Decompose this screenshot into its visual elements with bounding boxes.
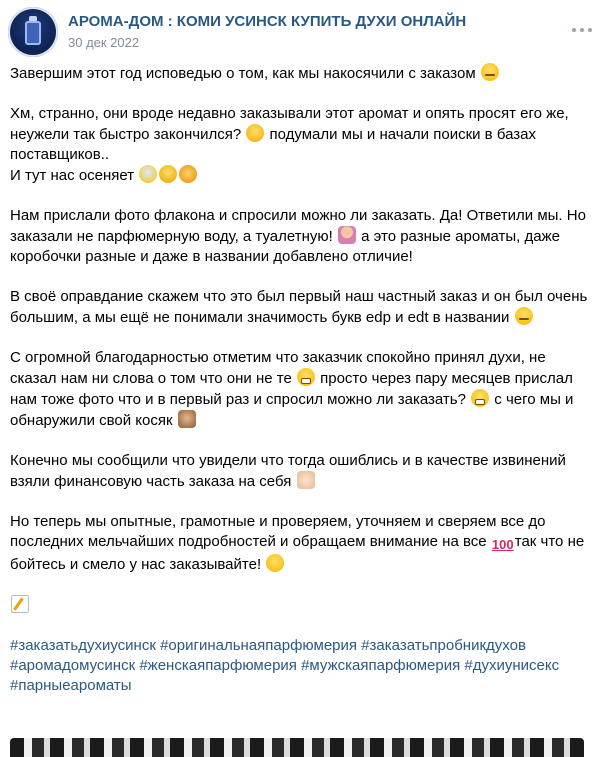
- post-paragraph: [10, 348, 594, 431]
- post-date[interactable]: 30 дек 2022: [68, 35, 140, 50]
- hashtag-link[interactable]: #женскаяпарфюмерия: [139, 657, 297, 674]
- post-paragraph: [10, 63, 594, 84]
- hashtag-link[interactable]: #оригинальнаяпарфюмерия: [160, 637, 358, 654]
- sweat-smile-emoji: [481, 63, 499, 81]
- paragraph-text: подумали мы и начали поиски в базах поставщиков..: [10, 126, 536, 163]
- paragraph-text: С огромной благодарностью отметим что заказчик спокойно принял духи, не сказал нам ни слова о том что они не те: [10, 349, 546, 387]
- dizzy-face-emoji: [159, 165, 177, 183]
- author-name[interactable]: АРОМА-ДОМ : КОМИ УСИНСК КУПИТЬ ДУХИ ОНЛАЙН: [68, 13, 467, 30]
- post-header: [0, 0, 604, 62]
- post-paragraph: [10, 104, 594, 186]
- paragraph-text: И тут нас осеняет: [10, 167, 139, 184]
- see-no-evil-monkey-emoji: [178, 410, 196, 428]
- post-paragraphs: [10, 63, 594, 616]
- post-paragraph: [10, 595, 594, 616]
- raising-hands-emoji: [297, 471, 315, 489]
- hashtag-link[interactable]: #мужскаяпарфюмерия: [301, 657, 461, 674]
- paragraph-text: В своё оправдание скажем что это был первый наш частный заказ и он был очень большим, а мы ещё не понимали значимость букв edp и edt в названии: [10, 288, 588, 326]
- post-text: [10, 63, 594, 716]
- thinking-emoji: [246, 124, 264, 142]
- grimace-emoji: [471, 389, 489, 407]
- hashtag-link[interactable]: #заказатьпробникдухов: [361, 637, 526, 654]
- paragraph-text: просто через пару месяцев прислал нам тоже фото что и в первый раз и спросил можно ли заказать?: [10, 370, 573, 408]
- post-paragraph: [10, 512, 594, 575]
- memo-emoji: [11, 595, 29, 613]
- exploding-head-emoji: [179, 165, 197, 183]
- hashtag-link[interactable]: #аромадомусинск: [10, 657, 136, 674]
- paragraph-text: Завершим этот год исповедью о том, как мы накосячили с заказом: [10, 65, 480, 82]
- paragraph-text: Нам прислали фото флакона и спросили можно ли заказать. Да! Ответили мы. Но заказали не парфюмерную воду, а туалетную!: [10, 207, 586, 245]
- facepalm-emoji: [338, 226, 356, 244]
- post-photo[interactable]: [10, 738, 584, 757]
- sweat-smile-emoji: [515, 307, 533, 325]
- hashtag-link[interactable]: #парныеароматы: [10, 677, 132, 694]
- hashtag-link[interactable]: #духиунисекс: [464, 657, 560, 674]
- paragraph-text: Хм, странно, они вроде недавно заказывали этот аромат и опять просят его же, неужели так быстро закончился?: [10, 105, 569, 143]
- paragraph-text: с чего мы и обнаружили свой косяк: [10, 391, 574, 429]
- paragraph-text: так что не бойтесь и смело у нас заказывайте!: [10, 533, 585, 573]
- paragraph-text: а это разные ароматы, даже коробочки разные и даже в названии добавлено отличие!: [10, 228, 560, 265]
- more-options-icon[interactable]: [570, 22, 594, 38]
- scream-emoji: [139, 165, 157, 183]
- hashtag-link[interactable]: #заказатьдухиусинск: [10, 637, 156, 654]
- hundred-points-emoji: 100: [491, 537, 514, 552]
- perfume-bottle-icon: [25, 21, 41, 45]
- avatar[interactable]: [8, 7, 58, 57]
- post-paragraph: [10, 451, 594, 492]
- hashtags: [10, 636, 594, 696]
- post-paragraph: [10, 287, 594, 328]
- paragraph-text: Но теперь мы опытные, грамотные и проверяем, уточняем и сверяем все до последних мельчайших подробностей и обращаем внимание на все: [10, 513, 546, 550]
- post-paragraph: [10, 206, 594, 267]
- wink-emoji: [266, 554, 284, 572]
- grimace-emoji: [297, 368, 315, 386]
- paragraph-text: Конечно мы сообщили что увидели что тогда ошиблись и в качестве извинений взяли финансовую часть заказа на себя: [10, 452, 566, 490]
